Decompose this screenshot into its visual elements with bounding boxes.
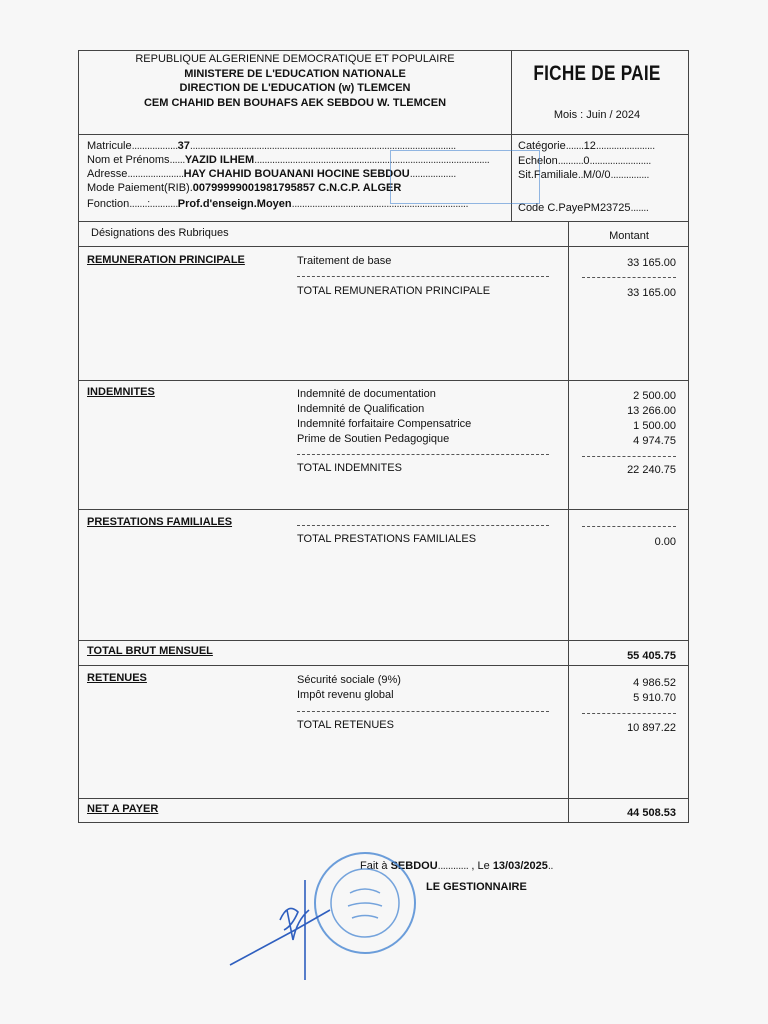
codepaye-row: Code C.PayePM23725....... (518, 202, 649, 214)
retenues-line (78, 798, 689, 799)
indemnite-label-1: Indemnité de documentation (297, 388, 436, 400)
prestations-dash-amt (582, 526, 676, 527)
indemnites-title: INDEMNITES (87, 386, 155, 398)
fait-a-line: Fait à SEBDOU............ , Le 13/03/2025.. (360, 860, 553, 872)
designation-header: Désignations des Rubriques (91, 227, 229, 239)
montant-column-divider (568, 221, 569, 823)
school-stamp-rect (390, 150, 540, 204)
retenues-amounts (574, 676, 676, 706)
prestations-line (78, 640, 689, 641)
le-label: , Le (471, 860, 490, 872)
echelon-value: 0 (583, 155, 590, 167)
nom-label: Nom et Prénoms (87, 154, 170, 166)
prestations-total-label: TOTAL PRESTATIONS FAMILIALES (297, 533, 477, 545)
remuneration-dash-amt (582, 277, 676, 278)
adresse-label: Adresse (87, 168, 128, 180)
remuneration-dash (297, 276, 549, 277)
remuneration-total-label: TOTAL REMUNERATION PRINCIPALE (297, 285, 491, 297)
prestations-title: PRESTATIONS FAMILIALES (87, 516, 233, 528)
retenues-dash-amt (582, 713, 676, 714)
header-institution (80, 52, 510, 110)
indemnites-amounts (574, 389, 676, 449)
indemnites-dash (297, 454, 549, 455)
brut-label: TOTAL BRUT MENSUEL (87, 645, 213, 657)
echelon-label: Echelon (518, 155, 558, 167)
indemnite-label-4: Prime de Soutien Pedagogique (297, 433, 450, 445)
indemnite-amount-2: 13 266.00 (627, 405, 676, 417)
indemnite-label-3: Indemnité forfaitaire Compensatrice (297, 418, 472, 430)
indemnite-amount-4: 4 974.75 (633, 435, 676, 447)
retenue-label-2: Impôt revenu global (297, 689, 394, 701)
indemnites-dash-amt (582, 456, 676, 457)
brut-amount: 55 405.75 (627, 650, 676, 662)
fonction-value: Prof.d'enseign.Moyen (177, 198, 292, 210)
remuneration-total-amount: 33 165.00 (627, 287, 676, 299)
retenues-total-label: TOTAL RETENUES (297, 719, 394, 731)
indemnites-total-amount: 22 240.75 (627, 464, 676, 476)
retenues-dash (297, 711, 549, 712)
indemnites-total-label: TOTAL INDEMNITES (297, 462, 402, 474)
indemnite-amount-3: 1 500.00 (633, 420, 676, 432)
paiement-value: 00799999001981795857 C.N.C.P. ALGER (192, 182, 402, 194)
retenue-label-1: Sécurité sociale (9%) (297, 674, 401, 686)
nom-row: Nom et Prénoms......YAZID ILHEM............................................................................................ (87, 154, 490, 166)
sitfam-value: M/0/0 (583, 169, 611, 181)
remuneration-item-label: Traitement de base (297, 255, 392, 267)
retenue-amount-1: 4 986.52 (633, 677, 676, 689)
paiement-label: Mode Paiement(RIB). (87, 182, 193, 194)
brut-line (78, 665, 689, 666)
net-amount: 44 508.53 (627, 807, 676, 819)
categorie-row: Catégorie.......12....................... (518, 140, 655, 152)
adresse-row: Adresse......................HAY CHAHID BOUANANI HOCINE SEBDOU.................. (87, 168, 456, 180)
gestionnaire-label: LE GESTIONNAIRE (426, 881, 527, 893)
fonction-row: Fonction.......:...........Prof.d'enseign.Moyen..................................................................... (87, 198, 469, 210)
retenue-amount-2: 5 910.70 (633, 692, 676, 704)
indemnite-amount-1: 2 500.00 (633, 390, 676, 402)
paiement-row (87, 182, 401, 194)
pay-month: Mois : Juin / 2024 (553, 109, 641, 121)
indemnites-labels (297, 387, 471, 447)
categorie-value: 12 (583, 140, 596, 152)
echelon-row: Echelon..........0........................ (518, 155, 651, 167)
sitfam-label: Sit.Familiale (518, 169, 578, 181)
retenues-title: RETENUES (87, 672, 147, 684)
remuneration-line (78, 380, 689, 381)
matricule-value: 37 (177, 140, 190, 152)
categorie-label: Catégorie (518, 140, 566, 152)
remuneration-item-amount: 33 165.00 (627, 257, 676, 269)
fait-lieu: SEBDOU (390, 860, 438, 872)
indemnites-line (78, 509, 689, 510)
fait-date: 13/03/2025 (492, 860, 548, 872)
header-ministry: MINISTERE DE L'EDUCATION NATIONALE (184, 67, 406, 80)
document-title: FICHE DE PAIE (533, 62, 661, 85)
prestations-total-amount: 0.00 (654, 536, 676, 548)
remuneration-title: REMUNERATION PRINCIPALE (87, 254, 245, 266)
header-direction: DIRECTION DE L'EDUCATION (w) TLEMCEN (179, 82, 411, 94)
adresse-value: HAY CHAHID BOUANANI HOCINE SEBDOU (183, 168, 410, 180)
header-school: CEM CHAHID BEN BOUHAFS AEK SEBDOU W. TLEMCEN (143, 96, 447, 109)
net-label: NET A PAYER (87, 803, 159, 815)
matricule-label: Matricule (87, 140, 132, 152)
fait-label: Fait à (360, 860, 388, 872)
matricule-row: Matricule..................37........................................................................................................ (87, 140, 456, 152)
header-row-line (78, 246, 689, 247)
codepaye-value: PM23725 (583, 202, 631, 214)
codepaye-label: Code C.Paye (518, 202, 584, 214)
signature (225, 870, 355, 1000)
indemnite-label-2: Indemnité de Qualification (297, 403, 425, 415)
retenues-labels (297, 673, 401, 703)
sitfam-row: Sit.Familiale..M/0/0............... (518, 169, 649, 181)
fonction-label: Fonction (87, 198, 130, 210)
nom-value: YAZID ILHEM (184, 154, 255, 166)
retenues-total-amount: 10 897.22 (627, 722, 676, 734)
header-republic: REPUBLIQUE ALGERIENNE DEMOCRATIQUE ET POPULAIRE (135, 53, 455, 65)
prestations-dash (297, 525, 549, 526)
montant-header: Montant (609, 230, 649, 242)
